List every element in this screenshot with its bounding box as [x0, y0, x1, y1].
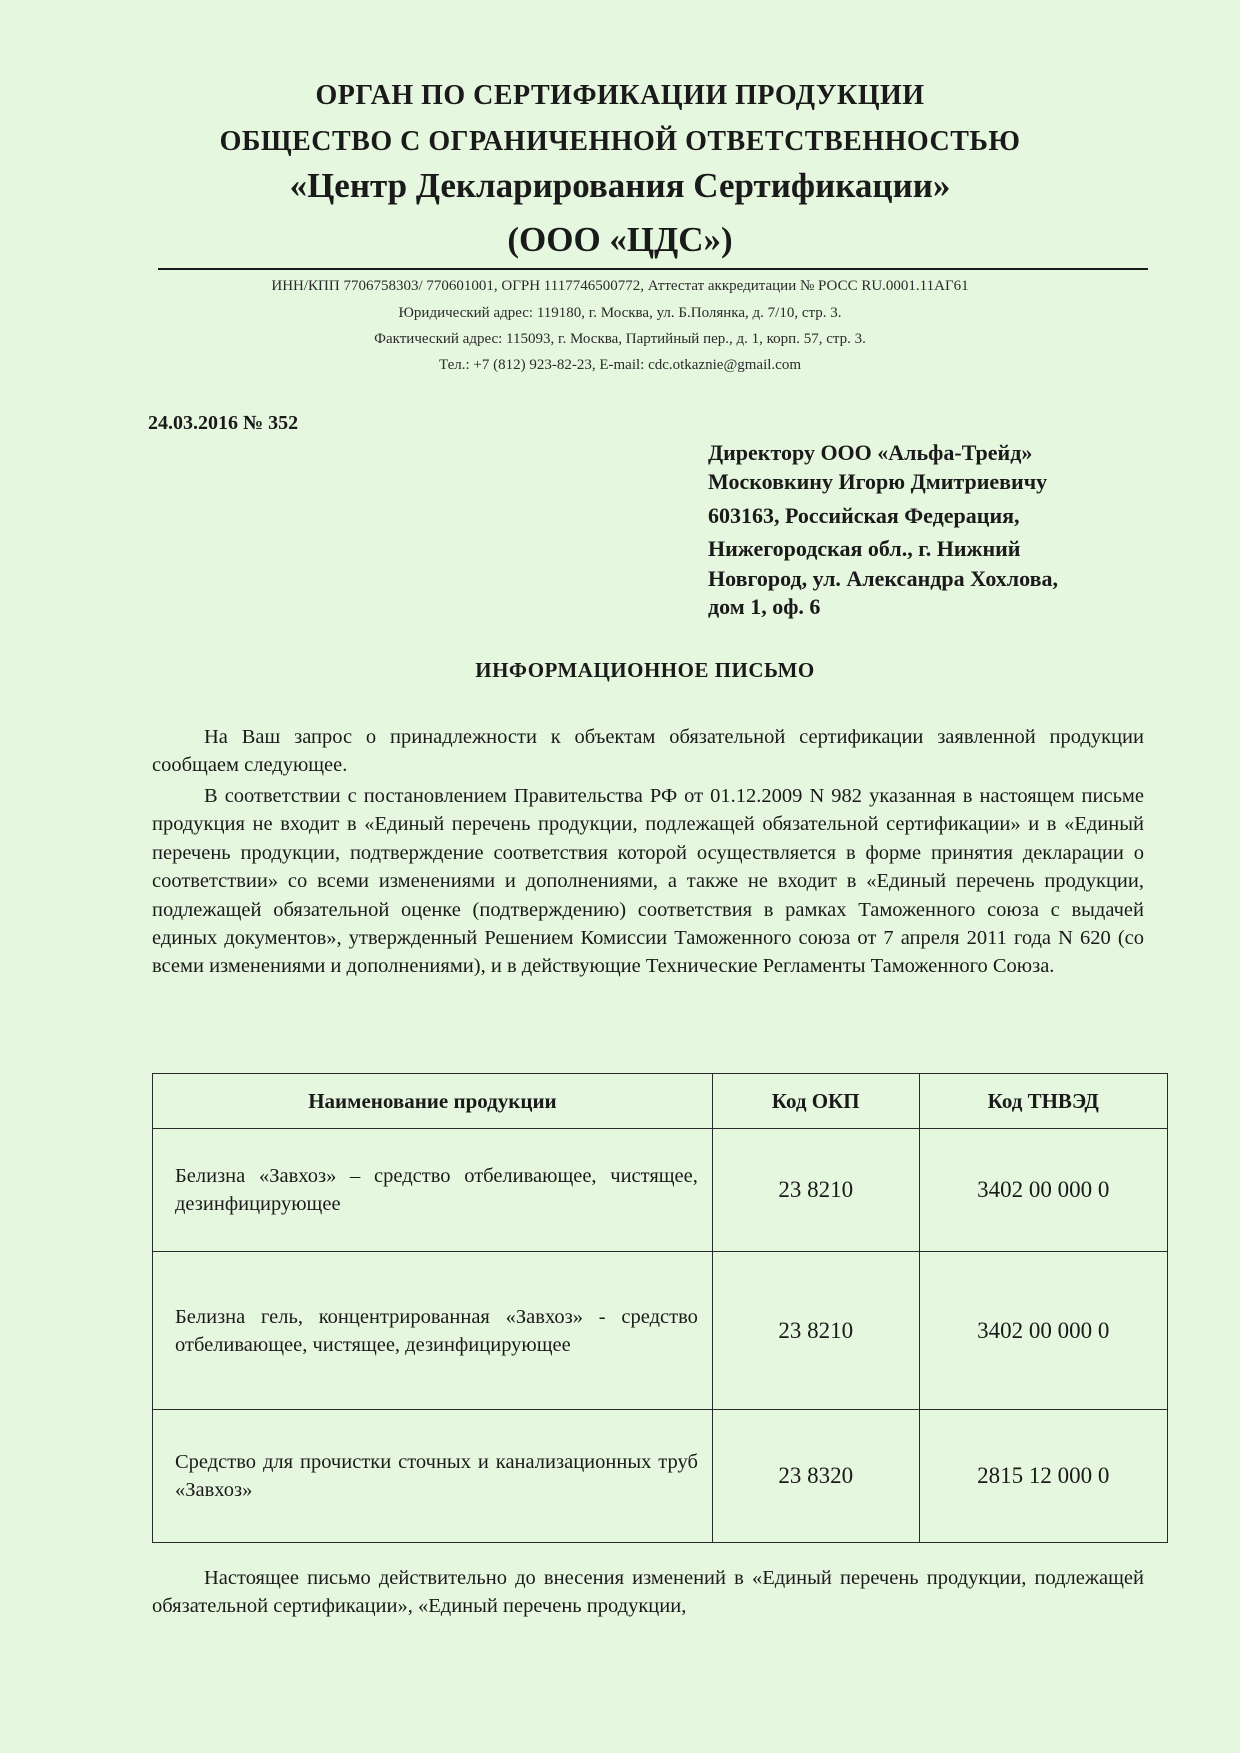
requisites-line-1: ИНН/КПП 7706758303/ 770601001, ОГРН 1117746500772, Аттестат аккредитации № РОСС RU.0001.11АГ61 — [271, 278, 969, 294]
header-tnved-code: Код ТНВЭД — [919, 1074, 1167, 1129]
document-number: 24.03.2016 № 352 — [148, 412, 299, 434]
okp-code: 23 8210 — [712, 1129, 919, 1252]
tnved-code: 2815 12 000 0 — [919, 1410, 1167, 1543]
product-name: Белизна гель, концентрированная «Завхоз» - средство отбеливающее, чистящее, дезинфицирующее — [153, 1252, 713, 1410]
actual-address: Фактический адрес: 115093, г. Москва, Партийный пер., д. 1, корп. 57, стр. 3. — [374, 331, 866, 347]
org-short-name: (ООО «ЦДС») — [507, 220, 733, 259]
okp-code: 23 8210 — [712, 1252, 919, 1410]
addressee-line: дом 1, оф. 6 — [708, 594, 821, 619]
org-header-line-2: ОБЩЕСТВО С ОГРАНИЧЕННОЙ ОТВЕТСТВЕННОСТЬЮ — [219, 126, 1021, 157]
addressee-line: Новгород, ул. Александра Хохлова, — [708, 566, 1058, 591]
tnved-code: 3402 00 000 0 — [919, 1129, 1167, 1252]
products-table — [152, 1073, 1168, 1543]
paragraph-validity: Настоящее письмо действительно до внесения изменений в «Единый перечень продукции, подлежащей обязательной сертификации», «Единый перечень продукции, — [152, 1567, 1144, 1618]
paragraph-request: На Ваш запрос о принадлежности к объектам обязательной сертификации заявленной продукции сообщаем следующее. — [152, 726, 1144, 777]
paragraph-decision: В соответствии с постановлением Правительства РФ от 01.12.2009 N 982 указанная в настоящем письме продукция не входит в «Единый перечень продукции, подлежащей обязательной сертификации» и в «Единый перечень продукции, подтверждение соответствия которой осуществляется в форме принятия декларации о соответствии» со всеми изменениями и дополнениями, а также не входит в «Единый перечень продукции, подлежащей обязательной оценке (подтверждению) соответствия в рамках Таможенного союза с выдачей единых документов», утвержденный Решением Комиссии Таможенного союза от 7 апреля 2011 года N 620 (со всеми изменениями и дополнениями), и в действующие Технические Регламенты Таможенного Союза. — [152, 785, 1144, 978]
addressee-line: 603163, Российская Федерация, — [708, 503, 1020, 528]
okp-code: 23 8320 — [712, 1410, 919, 1543]
header-okp-code: Код ОКП — [712, 1074, 919, 1129]
product-name: Средство для прочистки сточных и канализационных труб «Завхоз» — [153, 1410, 713, 1543]
legal-address: Юридический адрес: 119180, г. Москва, ул. Б.Полянка, д. 7/10, стр. 3. — [398, 305, 842, 321]
contacts: Тел.: +7 (812) 923-82-23, E-mail: cdc.otkaznie@gmail.com — [439, 357, 801, 373]
addressee-line: Директору ООО «Альфа-Трейд» — [708, 440, 1033, 465]
product-name: Белизна «Завхоз» – средство отбеливающее, чистящее, дезинфицирующее — [153, 1129, 713, 1252]
table-header-row — [153, 1074, 1168, 1129]
table-row — [153, 1410, 1168, 1543]
header-product-name: Наименование продукции — [153, 1074, 713, 1129]
table-row — [153, 1129, 1168, 1252]
addressee-line: Московкину Игорю Дмитриевичу — [708, 469, 1048, 494]
org-name: «Центр Декларирования Сертификации» — [289, 166, 951, 205]
tnved-code: 3402 00 000 0 — [919, 1252, 1167, 1410]
header-divider — [158, 268, 1148, 270]
letter-title: ИНФОРМАЦИОННОЕ ПИСЬМО — [475, 658, 815, 682]
table-row — [153, 1252, 1168, 1410]
addressee-line: Нижегородская обл., г. Нижний — [708, 536, 1021, 561]
org-header-line-1: ОРГАН ПО СЕРТИФИКАЦИИ ПРОДУКЦИИ — [315, 80, 925, 111]
